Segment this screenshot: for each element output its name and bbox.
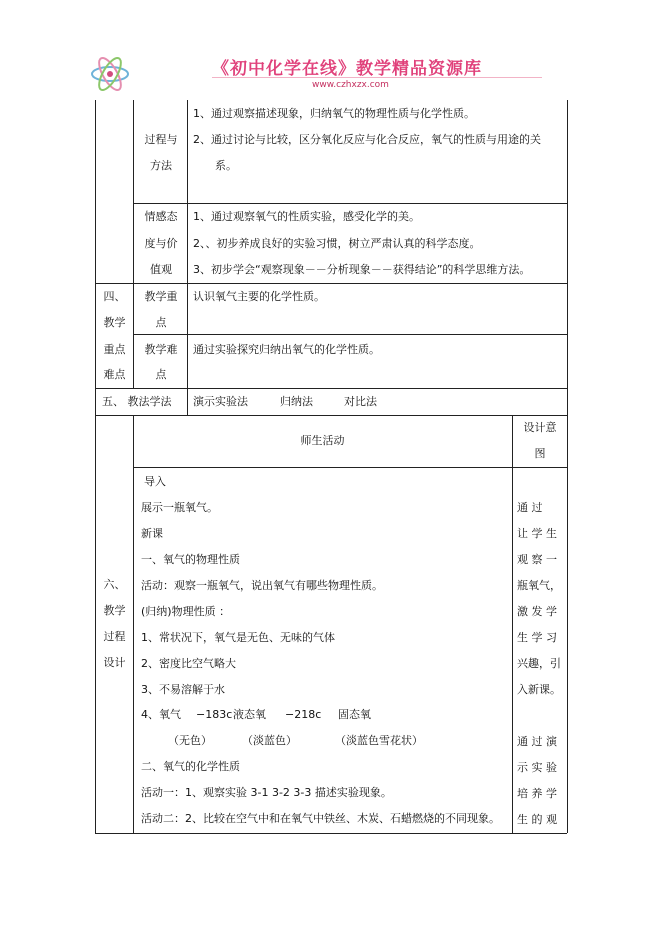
design-header-2: 图: [534, 447, 546, 460]
emotion-label-3: 值观: [150, 263, 172, 276]
diff-label-1: 教学难: [144, 343, 178, 356]
section4-label-3: 重点: [103, 343, 126, 356]
key-label-1: 教学重: [144, 290, 178, 303]
activity-line: 2、密度比空气略大: [141, 657, 236, 670]
diff-text: 通过实验探究归纳出氧气的化学性质。: [193, 343, 380, 356]
section6-label-2: 教学: [103, 604, 126, 617]
banner-url: www.czhxzx.com: [312, 80, 389, 90]
design-line: 入新课。: [517, 683, 561, 696]
phase-temp-2: −218c: [285, 708, 322, 721]
design-line: 生 学 习: [517, 631, 557, 644]
design-line: 瓶氧气，: [517, 579, 561, 592]
color-gas: （无色）: [168, 734, 212, 747]
emotion-label-2: 度与价: [144, 237, 178, 250]
activity-line: 二、氧气的化学性质: [141, 760, 240, 773]
design-line: 示 实 验: [517, 761, 557, 774]
banner-divider: [212, 77, 542, 78]
activity-line: 活动一：1、观察实验 3-1 3-2 3-3 描述实验现象。: [141, 786, 392, 799]
design-line: 兴趣，引: [517, 657, 561, 670]
phase-solid: 固态氧: [338, 708, 371, 721]
diff-label-2: 点: [155, 368, 167, 381]
section4-label-1: 四、: [103, 290, 126, 303]
process-label-2: 方法: [150, 159, 172, 172]
process-item-2: 2、通过讨论与比较，区分氧化反应与化合反应，氧气的性质与用途的关: [193, 133, 541, 146]
design-header-1: 设计意: [523, 421, 557, 434]
color-solid: （淡蓝色雪花状）: [335, 734, 423, 747]
design-line: 培 养 学: [517, 787, 557, 800]
section4-label-2: 教学: [103, 316, 126, 329]
activity-line: 活动：观察一瓶氧气，说出氧气有哪些物理性质。: [141, 579, 383, 592]
design-line: 通 过 演: [517, 735, 557, 748]
section6-label-1: 六、: [103, 578, 126, 591]
key-text: 认识氧气主要的化学性质。: [193, 290, 325, 303]
emotion-item-1: 1、通过观察氧气的性质实验，感受化学的美。: [193, 210, 420, 223]
section6-label-4: 设计: [103, 656, 126, 669]
section6-label-3: 过程: [103, 630, 126, 643]
color-liquid: （淡蓝色）: [242, 734, 297, 747]
method-3: 对比法: [344, 395, 377, 408]
emotion-item-3: 3、初步学会“观察现象－－分析现象－－获得结论”的科学思维方法。: [193, 263, 531, 276]
banner-title: 《初中化学在线》教学精品资源库: [212, 59, 482, 79]
section5-label: 五、 教法学法: [102, 395, 172, 408]
activity-line: 3、不易溶解于水: [141, 683, 225, 696]
activity-line: 新课: [141, 527, 163, 540]
design-line: 激 发 学: [517, 605, 557, 618]
activity-line: 一、氧气的物理性质: [141, 553, 240, 566]
method-2: 归纳法: [280, 395, 313, 408]
activity-line: 1、常状况下，氧气是无色、无味的气体: [141, 631, 335, 644]
process-item-1: 1、通过观察描述现象，归纳氧气的物理性质与化学性质。: [193, 107, 475, 120]
header-banner: [82, 48, 582, 100]
activity-line: (归纳)物理性质 ：: [141, 605, 231, 618]
phase-temp-1: −183c: [196, 708, 233, 721]
activity-line: 展示一瓶氧气。: [141, 501, 218, 514]
process-label-1: 过程与: [144, 133, 178, 146]
emotion-label-1: 情感态: [144, 210, 178, 223]
process-item-3: 系。: [215, 159, 237, 172]
emotion-item-2: 2、、初步养成良好的实验习惯，树立严肃认真的科学态度。: [193, 237, 481, 250]
design-line: 生 的 观: [517, 813, 557, 826]
activity-header: 师生活动: [300, 434, 345, 447]
activity-line: 活动二：2、比较在空气中和在氧气中铁丝、木炭、石蜡燃烧的不同现象。: [141, 812, 500, 825]
phase-liquid: 液态氧: [233, 708, 266, 721]
phase-oxygen: 4、氧气: [141, 708, 181, 721]
section4-label-4: 难点: [103, 368, 126, 381]
design-line: 通 过: [517, 501, 543, 514]
design-line: 观 察 一: [517, 553, 557, 566]
key-label-2: 点: [155, 316, 167, 329]
design-line: 让 学 生: [517, 527, 557, 540]
atom-logo-icon: [86, 52, 134, 96]
activity-line: 导入: [144, 475, 166, 488]
method-1: 演示实验法: [193, 395, 248, 408]
